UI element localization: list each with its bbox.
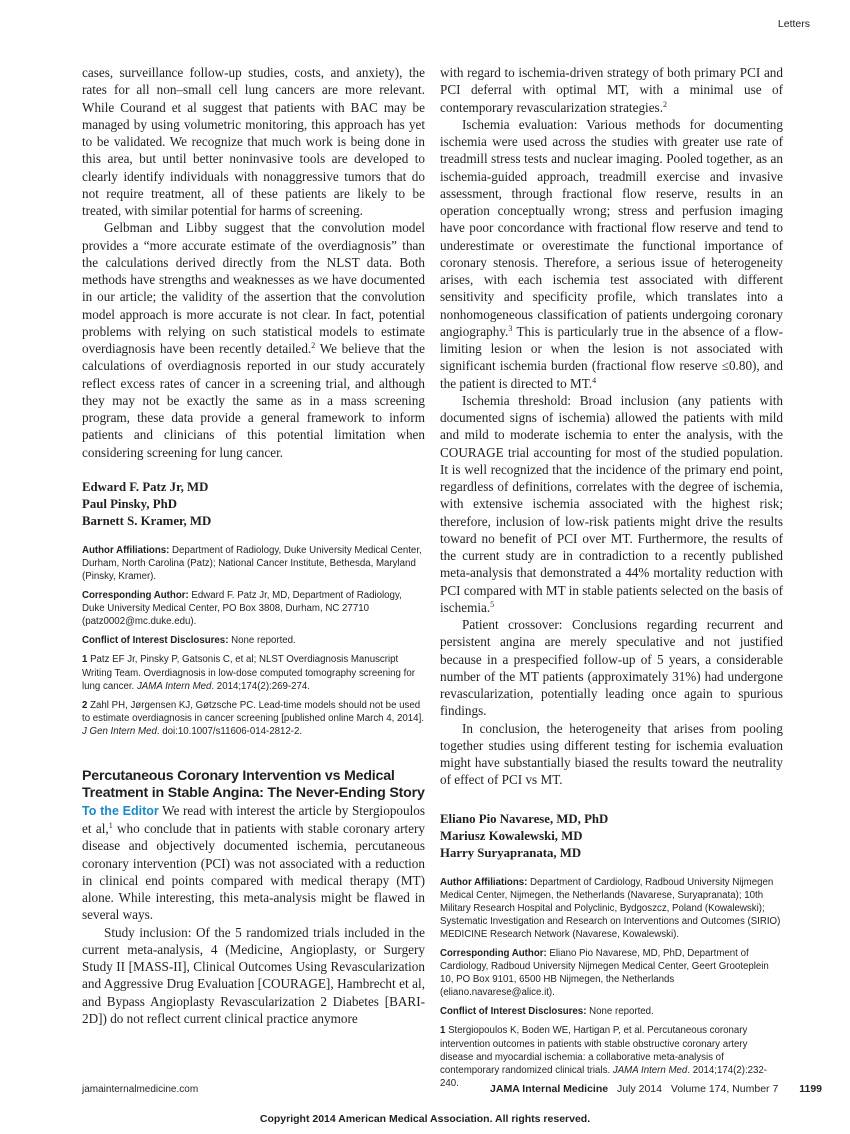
body-paragraph: cases, surveillance follow-up studies, costs, and anxiety), the rates for all non–small cell lung cancers are more relevant. While Courand et al suggest that patients with BAC may be managed by using volumetric monitoring, this approach has yet to be validated. We recognize that much work is being done in this area, but until better noninvasive tools are developed to clearly identify individuals with nonaggressive tumors that do not require treatment, all of these patients are likely to be treated, with similar potential for harms of screening.	[82, 65, 425, 218]
citation-superscript: 2	[663, 99, 667, 109]
reference-journal: J Gen Intern Med	[82, 725, 157, 737]
reference-text: . 2014;174(2):269-274.	[211, 680, 310, 692]
to-the-editor-label: To the Editor	[82, 803, 159, 818]
reference-number: 1	[440, 1025, 446, 1037]
page-number: 1199	[799, 1083, 822, 1095]
note-label: Corresponding Author:	[440, 947, 547, 959]
reference-item	[82, 653, 425, 692]
note-label: Corresponding Author:	[82, 590, 189, 602]
author-affiliations	[440, 876, 783, 941]
body-paragraph	[440, 392, 783, 616]
right-column	[440, 64, 783, 1096]
author-name: Edward F. Patz Jr, MD	[82, 479, 209, 494]
second-letter	[82, 768, 425, 1027]
journal-name: JAMA Internal Medicine	[490, 1083, 609, 1095]
article-title: Percutaneous Coronary Intervention vs Medical Treatment in Stable Angina: The Never-Ending Story	[82, 767, 425, 801]
corresponding-author	[82, 589, 425, 628]
paragraph-text: We believe that the calculations of overdiagnosis reported in our study accurately reflect excess rates of cancer in a screening trial, and although they may not be exactly the same as in a mass screening program, these data provide a general framework to inform patients and clinicians of this potential limitation when considering screening for lung cancer.	[82, 341, 426, 460]
note-text: Eliano Pio Navarese, MD, PhD, Department of Cardiology, Radboud University Nijmegen Medical Center, Geert Grooteplein 10, PO Box 9101, 6500 HB Nijmegen, the Netherlands (eliano.navarese@alice.it).	[440, 947, 769, 999]
paragraph-text: who conclude that in patients with stable coronary artery disease and objectively documented ischemia, percutaneous coronary intervention (PCI) was not associated with a reduction in clinical end points compared with medical therapy (MT) alone. While interesting, this meta-analysis might be flawed in several ways.	[82, 821, 425, 923]
note-label: Conflict of Interest Disclosures:	[440, 1006, 587, 1018]
copyright-notice: Copyright 2014 American Medical Association. All rights reserved.	[259, 1113, 591, 1125]
body-paragraph	[440, 116, 783, 392]
citation-superscript: 3	[508, 323, 513, 333]
note-text: None reported.	[586, 1006, 654, 1018]
reference-item	[82, 699, 425, 738]
conflict-disclosures	[82, 634, 425, 647]
reference-item	[440, 1024, 783, 1089]
article-notes	[440, 876, 783, 1090]
note-text: None reported.	[228, 635, 296, 647]
author-signatures	[440, 811, 783, 862]
conflict-disclosures	[440, 1005, 783, 1018]
citation-superscript: 4	[592, 375, 597, 385]
author-name: Mariusz Kowalewski, MD	[440, 828, 583, 843]
body-paragraph	[82, 802, 425, 924]
author-signatures	[82, 479, 425, 530]
citation-superscript: 1	[108, 821, 113, 831]
reference-text: . doi:10.1007/s11606-014-2812-2.	[156, 725, 303, 737]
author-name: Paul Pinsky, PhD	[82, 496, 177, 511]
running-head: Letters	[777, 18, 810, 30]
author-affiliations	[82, 544, 425, 583]
body-paragraph: In conclusion, the heterogeneity that arises from pooling together studies using different testing for ischemia evaluation might have substantially biased the results toward the neutrality of effect of PCI vs MT.	[440, 720, 783, 788]
reference-text: Stergiopoulos K, Boden WE, Hartigan P, et al. Percutaneous coronary intervention outcomes in patients with stable obstructive coronary artery disease and myocardial ischemia: a collaborative meta-analysis of contemporary randomized clinical trials.	[440, 1025, 748, 1076]
article-notes	[82, 544, 425, 738]
citation-superscript: 2	[311, 341, 316, 350]
left-column	[82, 64, 425, 1027]
reference-text: . 2014;174(2):232-240.	[440, 1064, 768, 1089]
reference-text: Patz EF Jr, Pinsky P, Gatsonis C, et al; NLST Overdiagnosis Manuscript Writing Team. Overdiagnosis in low-dose computed tomography screening for lung cancer.	[82, 654, 415, 692]
reference-number: 1	[82, 654, 88, 666]
footer-website: jamainternalmedicine.com	[82, 1084, 199, 1095]
paragraph-text: We read with interest the article by Stergiopoulos et al,	[82, 802, 425, 837]
reference-journal: JAMA Intern Med	[612, 1064, 688, 1076]
note-text: Department of Radiology, Duke University Medical Center, Durham, North Carolina (Patz); National Cancer Institute, Bethesda, Maryland (Pinsky, Kramer).	[82, 544, 422, 582]
paragraph-text: Gelbman and Libby suggest that the convolution model provides a “more accurate estimate of the overdiagnosis” than the calculations derived directly from the NLST data. Both methods have strengths and weaknesses as we have documented in our article; the validity of the assertion that the convolution model approach is more accurate is not clear. In fact, potential problems with relying on such statistical models to estimate overdiagnosis have been recently detailed.	[82, 220, 425, 356]
note-label: Author Affiliations:	[440, 876, 528, 888]
body-paragraph: Study inclusion: Of the 5 randomized trials included in the current meta-analysis, 4 (Medicine, Angioplasty, or Surgery Study II [MASS-II], Clinical Outcomes Using Revascularization and Aggressive Drug Evaluation [COURAGE], Hambrecht et al, and Bypass Angioplasty Revascularization 2 Diabetes [BARI-2D]) do not reflect current clinical practice anymore	[82, 924, 425, 1026]
author-name: Harry Suryapranata, MD	[440, 845, 582, 860]
note-label: Conflict of Interest Disclosures:	[82, 635, 229, 647]
note-text: Edward F. Patz Jr, MD, Department of Radiology, Duke University Medical Center, PO Box 3808, Durham, NC 27710 (patz0002@mc.duke.edu).	[82, 590, 402, 628]
citation-superscript: 5	[490, 599, 495, 609]
paragraph-text: This is particularly true in the absence of a flow-limiting lesion or when the lesion is not associated with significant ischemia burden (fractional flow reserve ≤0.80), and the patient is directed to MT.	[440, 323, 783, 391]
reference-journal: JAMA Intern Med	[136, 680, 212, 692]
volume-number: Volume 174, Number 7	[670, 1083, 779, 1095]
paragraph-text: Ischemia threshold: Broad inclusion (any patients with documented signs of ischemia) allowed the patients with mild and mild to moderate ischemia to enter the analysis, with the COURAGE trial accounting for most of the studied population. It is well recognized that the incidence of the primary end point, regardless of definitions, correlates with the degree of ischemia, with extensive ischemia associated with the highest risk; therefore, inclusion of low-risk patients might drive the results toward no benefit of PCI over MT. Furthermore, the results of the current study are in contradiction to a recently published meta-analysis that demonstrated a 44% mortality reduction with PCI compared with MT in stable patients selected on the basis of ischemia.	[440, 392, 783, 615]
body-paragraph: Patient crossover: Conclusions regarding recurrent and persistent angina are merely speculative and not justified because in a prespecified follow-up of 5 years, a considerable number of the MT patients (approximately 31%) had undergone revascularization, potentially leading once again to spurious findings.	[440, 617, 783, 719]
paragraph-text: with regard to ischemia-driven strategy of both primary PCI and PCI deferral with optimal MT, with a minimal use of contemporary revascularization strategies.	[440, 65, 783, 115]
corresponding-author	[440, 947, 783, 999]
issue-date: July 2014	[617, 1083, 662, 1095]
footer-journal-info	[490, 1083, 822, 1095]
note-label: Author Affiliations:	[82, 544, 170, 556]
author-name: Barnett S. Kramer, MD	[82, 513, 212, 528]
body-paragraph	[82, 219, 425, 461]
reference-number: 2	[82, 699, 88, 711]
reference-text: Zahl PH, Jørgensen KJ, Gøtzsche PC. Lead-time models should not be used to estimate overdiagnosis in cancer screening [published online March 4, 2014].	[82, 699, 424, 724]
note-text: Department of Cardiology, Radboud University Nijmegen Medical Center, Nijmegen, the Netherlands (Navarese, Suryapranata); 10th Military Research Hospital and Polyclinic, Bydgoszcz, Poland (Kowalewski); Systematic Investigation and Research on Interventions and Outcomes (SIRIO) MEDICINE Research Network (Navarese, Kowalewski).	[440, 876, 781, 940]
paragraph-text: Ischemia evaluation: Various methods for documenting ischemia were used across the studies with greater use rate of treadmill stress tests and nuclear imaging. Pooled together, as an ischemia-guided approach, treadmill exercise and invasive assessment, through fractional flow reserve, results in an operation conceptually wrong; stress and perfusion imaging have poor concordance with fractional flow reserve and tend to underestimate or overestimate the functional importance of coronary stenosis. Therefore, a serious issue of heterogeneity arises, with each ischemia test associated with different sensitivity and specificity profile, which translates into a nonhomogeneous classification of patients undergoing coronary angiography.	[440, 116, 783, 339]
author-name: Eliano Pio Navarese, MD, PhD	[440, 811, 609, 826]
body-paragraph	[440, 64, 783, 116]
